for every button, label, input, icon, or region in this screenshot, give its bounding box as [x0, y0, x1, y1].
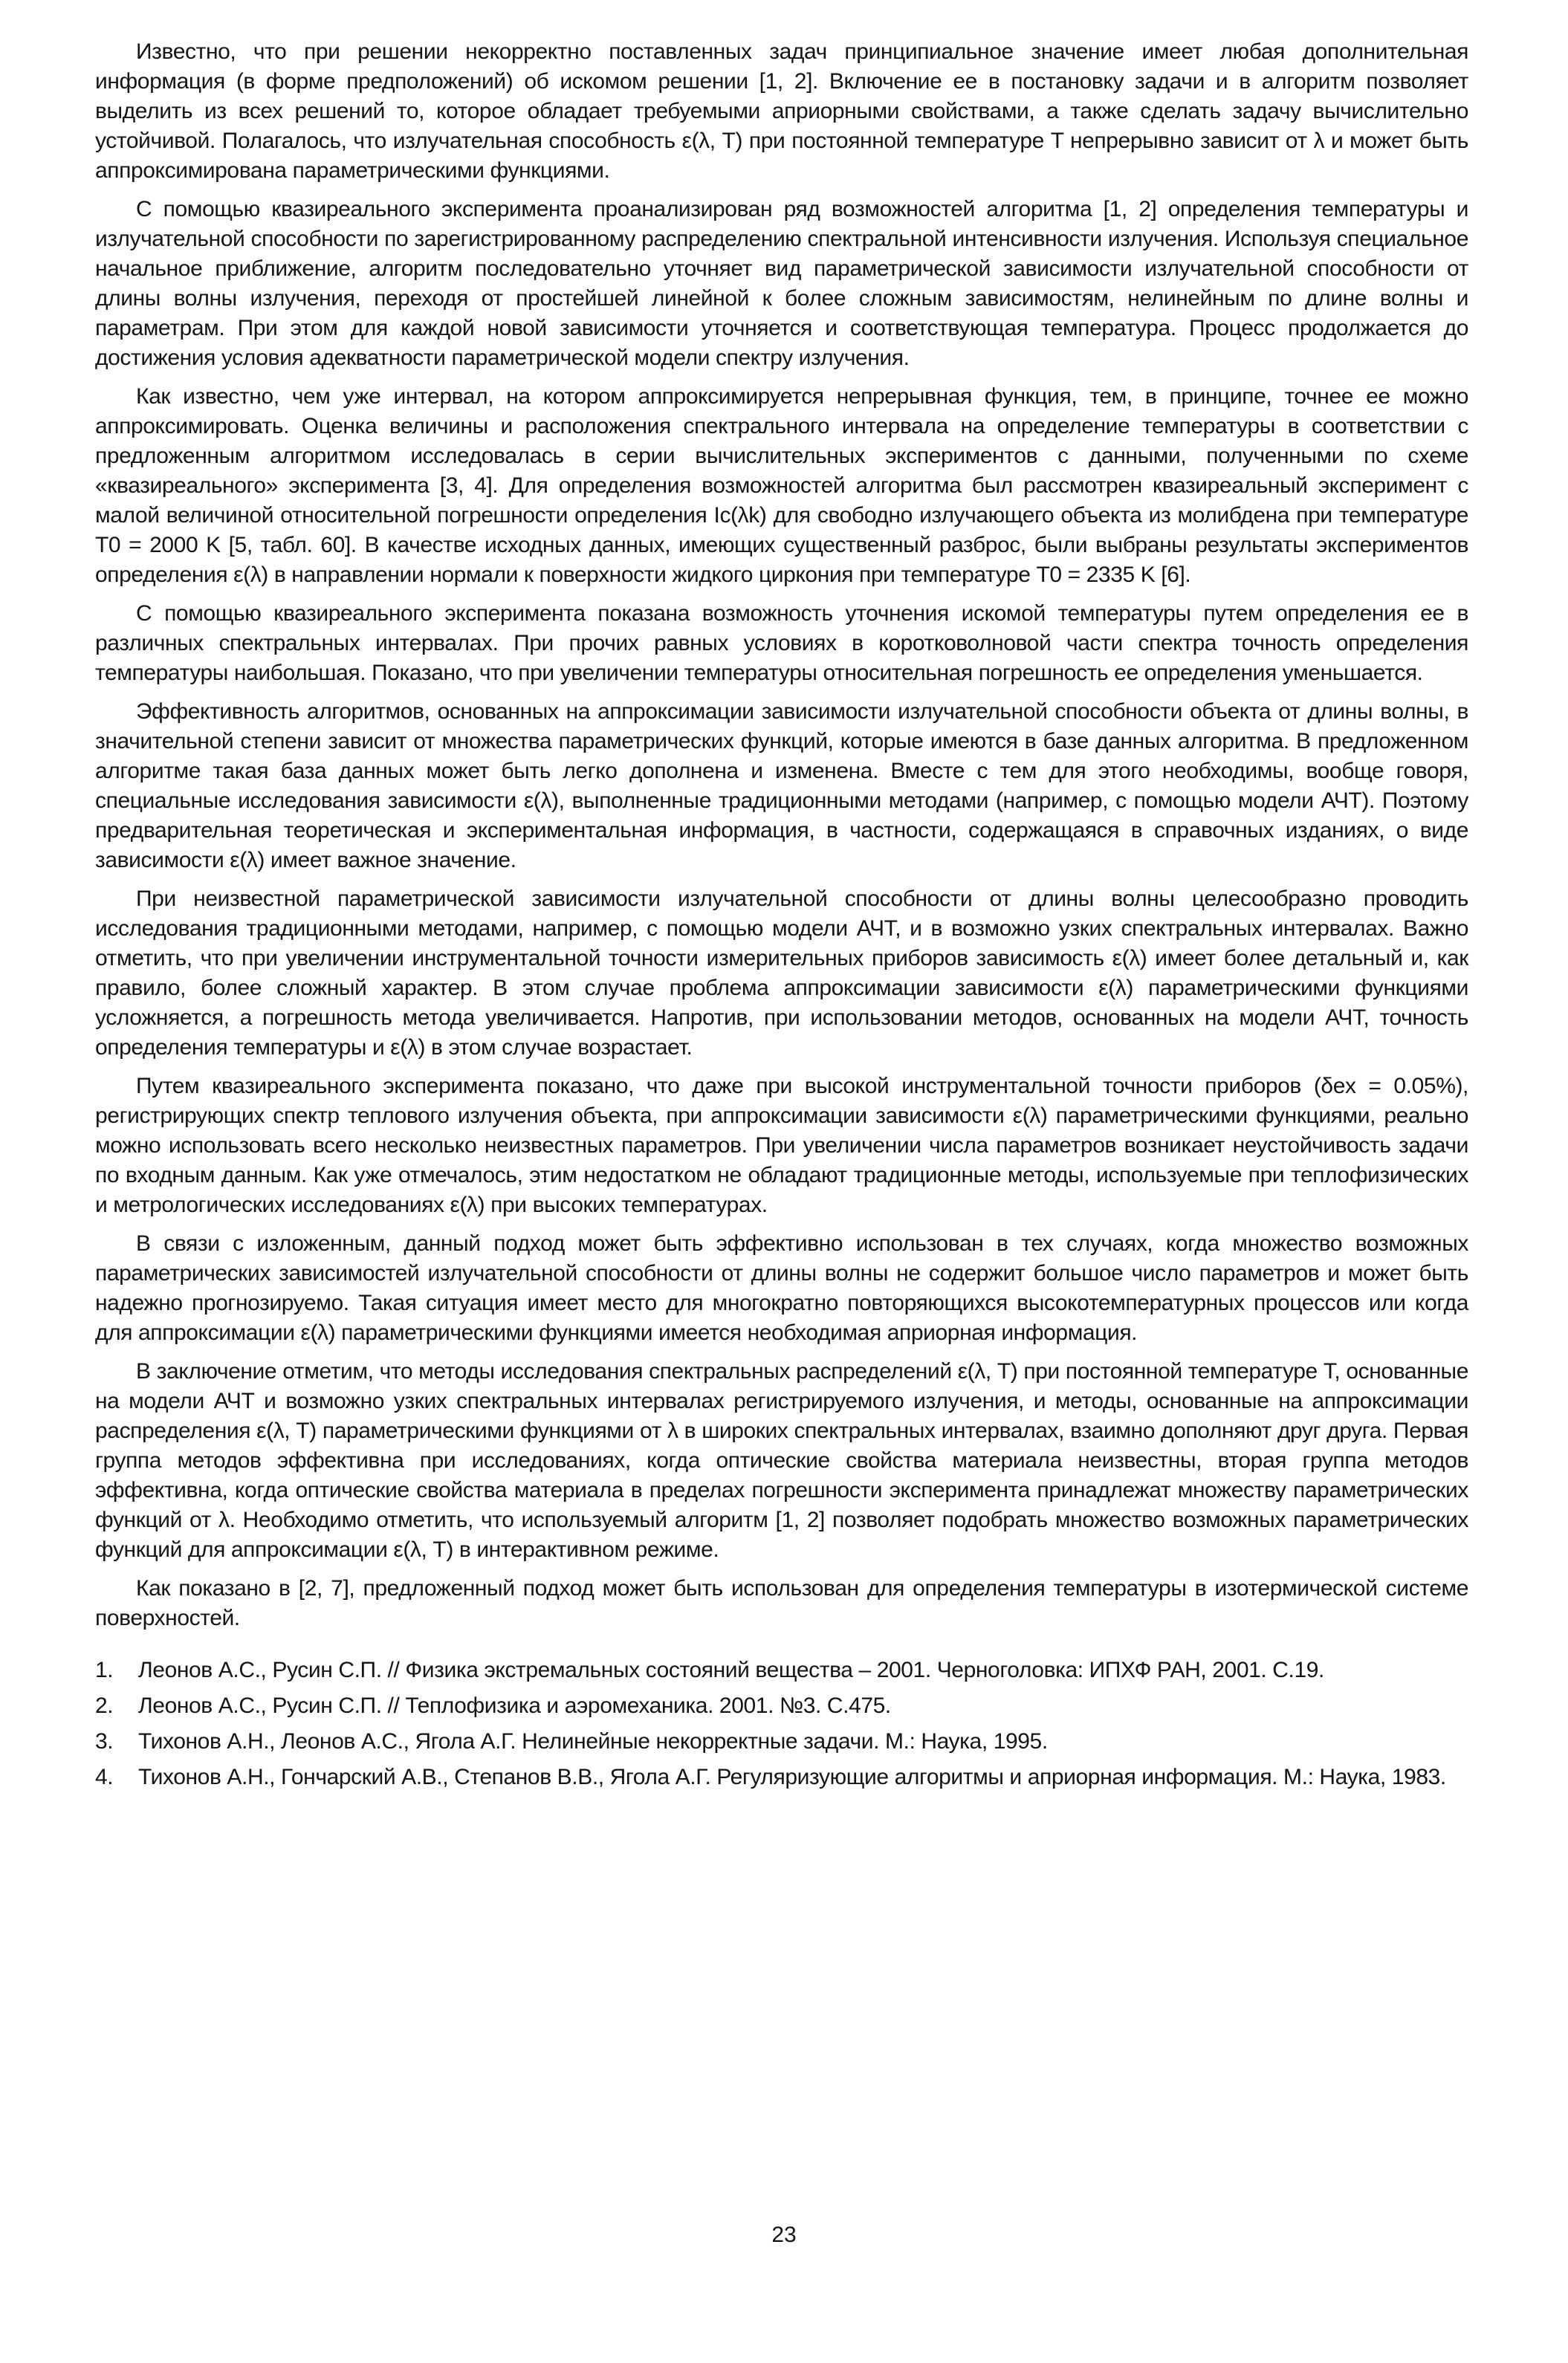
reference-number: 3.	[95, 1729, 114, 1754]
paragraph-10: Как показано в [2, 7], предложенный подход может быть использован для определения температуры в изотермической системе поверхностей.	[95, 1576, 1468, 1630]
paragraph-8: В связи с изложенным, данный подход может быть эффективно использован в тех случаях, когда множество возможных параметрических зависимостей излучательной способности от длины волны не содержит большое число параметров и может быть надежно прогнозируемо. Такая ситуация имеет место для многократно повторяющихся высокотемпературных процессов или когда для аппроксимации ε(λ) параметрическими функциями имеется необходимая априорная информация.	[95, 1231, 1468, 1345]
reference-number: 4.	[95, 1765, 114, 1789]
paragraph-2: С помощью квазиреального эксперимента проанализирован ряд возможностей алгоритма [1, 2] определения температуры и излучательной способности по зарегистрированному распределению спектральной интенсивности излучения. Используя специальное начальное приближение, алгоритм последовательно уточняет вид параметрической зависимости излучательной способности от длины волны излучения, переходя от простейшей линейной к более сложным зависимостям, нелинейным по длине волны и параметрам. При этом для каждой новой зависимости уточняется и соответствующая температура. Процесс продолжается до достижения условия адекватности параметрической модели спектру излучения.	[95, 197, 1468, 370]
reference-list	[95, 1656, 1468, 1792]
reference-text: Леонов А.С., Русин С.П. // Теплофизика и аэромеханика. 2001. №3. С.475.	[138, 1693, 891, 1718]
reference-text: Леонов А.С., Русин С.П. // Физика экстремальных состояний вещества – 2001. Черноголовка: ИПХФ РАН, 2001. С.19.	[138, 1658, 1324, 1682]
reference-item	[95, 1763, 1468, 1792]
reference-item	[95, 1656, 1468, 1685]
reference-number: 2.	[95, 1693, 114, 1718]
reference-number: 1.	[95, 1658, 114, 1682]
page-body	[95, 37, 1468, 1798]
paragraph-7: Путем квазиреального эксперимента показано, что даже при высокой инструментальной точности приборов (δex = 0.05%), регистрирующих спектр теплового излучения объекта, при аппроксимации зависимости ε(λ) параметрическими функциями, реально можно использовать всего несколько неизвестных параметров. При увеличении числа параметров возникает неустойчивость задачи по входным данным. Как уже отмечалось, этим недостатком не обладают традиционные методы, используемые при теплофизических и метрологических исследованиях ε(λ) при высоких температурах.	[95, 1074, 1468, 1217]
page-number: 23	[771, 2223, 797, 2247]
reference-item	[95, 1691, 1468, 1721]
reference-item	[95, 1727, 1468, 1757]
reference-text: Тихонов А.Н., Гончарский А.В., Степанов В.В., Ягола А.Г. Регуляризующие алгоритмы и априорная информация. М.: Наука, 1983.	[138, 1765, 1446, 1789]
body-text	[95, 37, 1468, 1633]
paragraph-9: В заключение отметим, что методы исследования спектральных распределений ε(λ, T) при постоянной температуре T, основанные на модели АЧТ и возможно узких спектральных интервалах регистрируемого излучения, и методы, основанные на аппроксимации распределения ε(λ, T) параметрическими функциями от λ в широких спектральных интервалах, взаимно дополняют друг друга. Первая группа методов эффективна при исследованиях, когда оптические свойства материала неизвестны, вторая группа методов эффективна, когда оптические свойства материала в пределах погрешности эксперимента принадлежат множеству параметрических функций от λ. Необходимо отметить, что используемый алгоритм [1, 2] позволяет подобрать множество возможных параметрических функций для аппроксимации ε(λ, T) в интерактивном режиме.	[95, 1359, 1468, 1562]
paragraph-4: С помощью квазиреального эксперимента показана возможность уточнения искомой температуры путем определения ее в различных спектральных интервалах. При прочих равных условиях в коротковолновой части спектра точность определения температуры наибольшая. Показано, что при увеличении температуры относительная погрешность ее определения уменьшается.	[95, 601, 1468, 685]
paragraph-6: При неизвестной параметрической зависимости излучательной способности от длины волны целесообразно проводить исследования традиционными методами, например, с помощью модели АЧТ, и в возможно узких спектральных интервалах. Важно отметить, что при увеличении инструментальной точности измерительных приборов зависимость ε(λ) имеет более детальный и, как правило, более сложный характер. В этом случае проблема аппроксимации зависимости ε(λ) параметрическими функциями усложняется, а погрешность метода увеличивается. Напротив, при использовании методов, основанных на модели АЧТ, точность определения температуры и ε(λ) в этом случае возрастает.	[95, 886, 1468, 1060]
paragraph-1: Известно, что при решении некорректно поставленных задач принципиальное значение имеет любая дополнительная информация (в форме предположений) об искомом решении [1, 2]. Включение ее в постановку задачи и в алгоритм позволяет выделить из всех решений то, которое обладает требуемыми априорными свойствами, а также сделать задачу вычислительно устойчивой. Полагалось, что излучательная способность ε(λ, T) при постоянной температуре T непрерывно зависит от λ и может быть аппроксимирована параметрическими функциями.	[95, 39, 1468, 183]
paragraph-3: Как известно, чем уже интервал, на котором аппроксимируется непрерывная функция, тем, в принципе, точнее ее можно аппроксимировать. Оценка величины и расположения спектрального интервала на определение температуры в соответствии с предложенным алгоритмом исследовалась в серии вычислительных экспериментов с данными, полученными по схеме «квазиреального» эксперимента [3, 4]. Для определения возможностей алгоритма был рассмотрен квазиреальный эксперимент с малой величиной относительной погрешности определения Ic(λk) для свободно излучающего объекта из молибдена при температуре T0 = 2000 K [5, табл. 60]. В качестве исходных данных, имеющих существенный разброс, были выбраны результаты экспериментов определения ε(λ) в направлении нормали к поверхности жидкого циркония при температуре T0 = 2335 K [6].	[95, 384, 1468, 587]
paragraph-5: Эффективность алгоритмов, основанных на аппроксимации зависимости излучательной способности объекта от длины волны, в значительной степени зависит от множества параметрических функций, которые имеются в базе данных алгоритма. В предложенном алгоритме такая база данных может быть легко дополнена и изменена. Вместе с тем для этого необходимы, вообще говоря, специальные исследования зависимости ε(λ), выполненные традиционными методами (например, с помощью модели АЧТ). Поэтому предварительная теоретическая и экспериментальная информация, в частности, содержащаяся в справочных изданиях, о виде зависимости ε(λ) имеет важное значение.	[95, 699, 1468, 872]
reference-text: Тихонов А.Н., Леонов А.С., Яголa А.Г. Нелинейные некорректные задачи. М.: Наука, 1995.	[138, 1729, 1048, 1754]
